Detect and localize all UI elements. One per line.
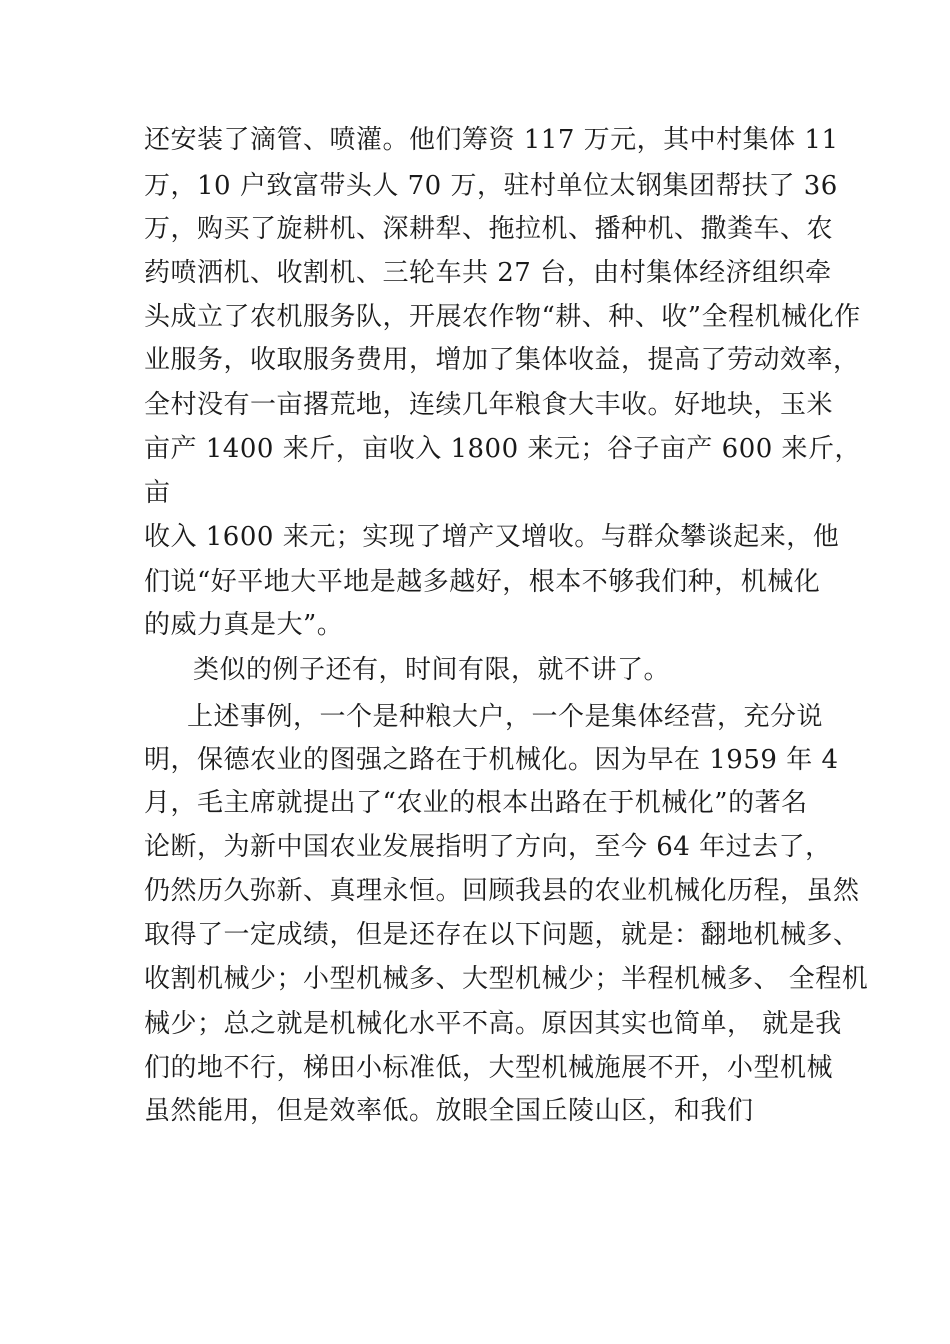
text-line: 万，购买了旋耕机、深耕犁、拖拉机、播种机、撒粪车、农 xyxy=(144,214,834,244)
text-line: 的威力真是大”。 xyxy=(144,610,344,640)
text-line: 论断，为新中国农业发展指明了方向，至今 64 年过去了， xyxy=(144,832,832,862)
text-line: 明，保德农业的图强之路在于机械化。因为早在 1959 年 4 xyxy=(144,745,839,775)
text-line: 月，毛主席就提出了“农业的根本出路在于机械化”的著名 xyxy=(144,788,808,818)
text-line: 取得了一定成绩，但是还存在以下问题，就是：翻地机械多、 xyxy=(144,920,860,950)
text-line: 还安装了滴管、喷灌。他们筹资 117 万元，其中村集体 11 xyxy=(144,125,839,155)
text-line: 仍然历久弥新、真理永恒。回顾我县的农业机械化历程，虽然 xyxy=(144,876,860,906)
text-line: 们说“好平地大平地是越多越好，根本不够我们种，机械化 xyxy=(144,567,821,597)
text-line: 械少；总之就是机械化水平不高。原因其实也简单， 就是我 xyxy=(144,1009,842,1039)
paragraph-first-line: 上述事例，一个是种粮大户，一个是集体经营，充分说 xyxy=(187,702,824,732)
text-line: 们的地不行，梯田小标准低，大型机械施展不开，小型机械 xyxy=(144,1053,834,1083)
text-line: 业服务，收取服务费用，增加了集体收益，提高了劳动效率， xyxy=(144,345,860,375)
text-line: 亩 xyxy=(144,478,171,508)
text-line: 虽然能用，但是效率低。放眼全国丘陵山区，和我们 xyxy=(144,1096,754,1126)
text-line: 收割机械少；小型机械多、大型机械少；半程机械多、 全程机 xyxy=(144,964,869,994)
text-line: 药喷洒机、收割机、三轮车共 27 台，由村集体经济组织牵 xyxy=(144,258,832,288)
text-line: 万，10 户致富带头人 70 万，驻村单位太钢集团帮扶了 36 xyxy=(144,171,838,201)
text-line: 收入 1600 来元；实现了增产又增收。与群众攀谈起来，他 xyxy=(144,522,840,552)
text-line: 全村没有一亩撂荒地，连续几年粮食大丰收。好地块，玉米 xyxy=(144,390,834,420)
text-line: 亩产 1400 来斤，亩收入 1800 来元；谷子亩产 600 来斤， xyxy=(144,434,862,464)
paragraph-first-line: 类似的例子还有，时间有限，就不讲了。 xyxy=(193,655,671,685)
text-line: 头成立了农机服务队，开展农作物“耕、种、收”全程机械化作 xyxy=(144,302,861,332)
